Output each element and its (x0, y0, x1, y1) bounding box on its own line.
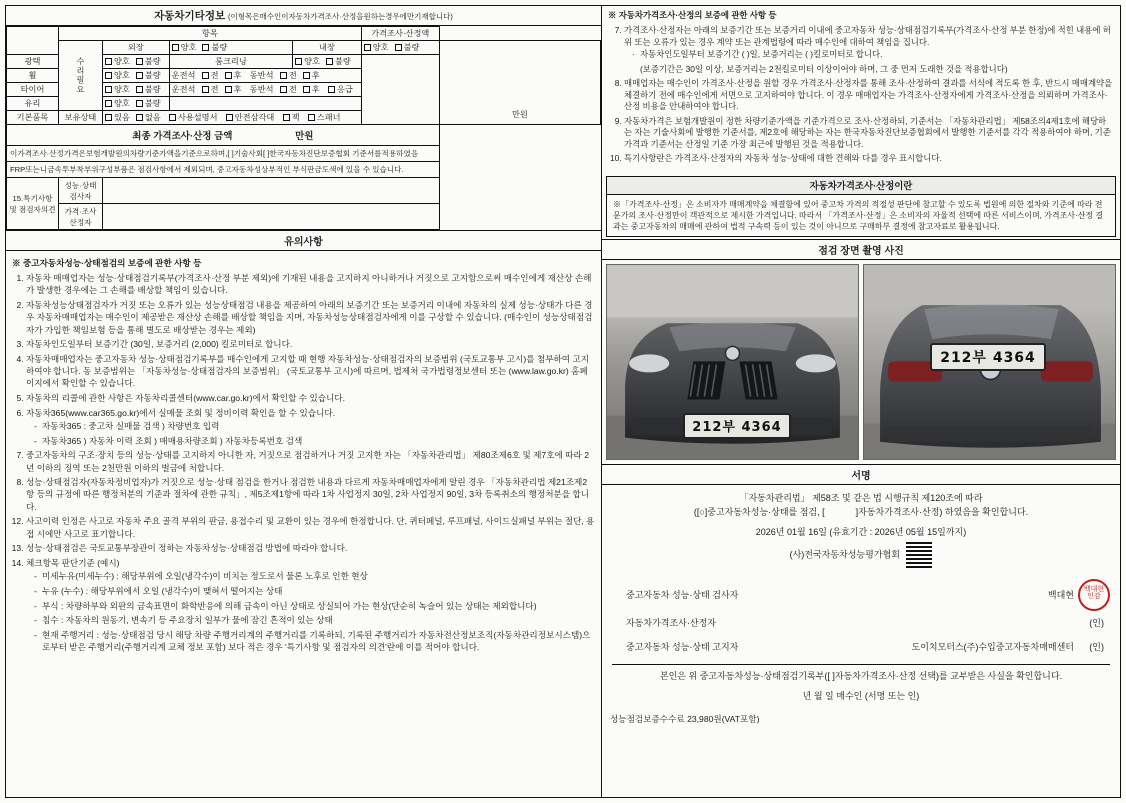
caution-item: 13. 성능·상태점검은 국토교통부장관이 정하는 자동차성능·상태점검 방법에 따라야 합니다. (26, 542, 595, 554)
caution-subitem: - 미세누유(미세누수) : 해당부위에 오일(냉각수)이 비치는 정도로서 물론 노후로 인한 현상 (42, 570, 595, 582)
tire-position-options[interactable] (169, 83, 361, 97)
caution-item: 7. 중고자동차의 구조·장치 등의 성능·상태를 고지하지 아니한 자, 거짓으로 점검하거나 거짓 고지한 자는 「자동차관리법」 제80조제6호 및 제7호에 따라 2년 이하의 징역 또는 2천만원 이하의 벌금에 처합니다. (26, 449, 595, 473)
label-exterior-bad: 불량 (211, 43, 228, 52)
label-wheel-bad: 불량 (144, 71, 161, 80)
item-glass: 유리 (7, 97, 59, 111)
label-tire-pass-front: 전 (288, 85, 297, 94)
other-info-table (6, 26, 601, 230)
label-roomcleaning-good: 양호 (304, 57, 320, 66)
glass-options[interactable] (103, 97, 170, 111)
special-notes-label: 15.특기사항및 점검자의견 (7, 178, 59, 230)
item-polish: 광택 (7, 55, 59, 69)
signer-name[interactable]: 백대현 (1047, 589, 1074, 600)
label-polish-bad: 불량 (144, 57, 161, 66)
label-tire-emergency: 응급 (336, 85, 353, 94)
checkbox-wheel-bad[interactable] (136, 72, 143, 79)
label-triangle: 안전삼각대 (234, 113, 275, 122)
label-basic-has: 있음 (114, 113, 130, 122)
label-interior-bad: 불량 (403, 43, 420, 52)
right-note-item (624, 25, 1114, 76)
definition-title: 자동차가격조사·산정이란 (607, 177, 1115, 195)
signer-role: 중고자동차 성능·상태 고지자 (626, 642, 739, 653)
signature-date: 2026년 01월 16일 (유효기간 : 2026년 05월 15일까지) (755, 526, 967, 537)
caution-item: 12. 사고이력 인정은 사고로 자동차 주요 골격 부위의 판금, 용접수리 및 교환이 있는 경우에 한정합니다. 단, 퀴터페널, 루프패널, 사이드실패널 부위는 절단, 용접 시에만 사고로 표기합니다. (26, 515, 595, 539)
final-price-note: 이가격조사·산정가격은보험개발원의차량기준가액을기준으로하며,[ ]기술사회[ ]한국자동차진단보증협회 기준서를적용하였음 (7, 146, 440, 162)
glass-empty (169, 97, 361, 111)
right-note-sub: (보증기간은 30일 이상, 보증거리는 2천킬로미터 이상이어야 하며, 그 중 먼저 도래한 것을 적용합니다) (640, 63, 1008, 74)
label-glass-good: 양호 (114, 99, 130, 108)
signature-body (602, 485, 1120, 710)
right-note-item: 10. 특기사항란은 가격조사·산정자의 자동차 성능·상태에 대한 견해와 다를 경우 표시합니다. (624, 153, 1114, 165)
checkbox-tire-pass-rear[interactable] (303, 86, 310, 93)
caution-item (26, 407, 595, 447)
left-column (6, 6, 602, 797)
checkbox-wheel-good[interactable] (105, 72, 112, 79)
label-wheel-pass-rear: 후 (311, 71, 320, 80)
polish-options[interactable] (103, 55, 170, 69)
checkbox-manual[interactable] (169, 114, 176, 121)
checkbox-polish-bad[interactable] (136, 58, 143, 65)
buyer-sign-line: 년 월 일 매수인 (서명 또는 인) (802, 691, 920, 702)
caution-subitem: - 침수 : 자동차의 원동기, 변속기 등 주요장치 일부가 물에 잠긴 흔적이 있는 상태 (42, 614, 595, 626)
label-spanner: 스패너 (316, 113, 341, 122)
label-interior-good: 양호 (372, 43, 389, 52)
signer-role: 자동차가격조사·산정자 (626, 617, 716, 628)
caution-item: 8. 성능·상태점검자(자동차정비업자)가 거짓으로 성능·상태 점검을 한거나 점검한 내용과 다르게 자동차매매업자에게 알린 경우 「자동차관리법 제21조제2항 등의 규정에 따른 행정처분의 기준과 절차에 관한 규칙」, 제5조제1항에 따라 1차 사업정지 30일, 2차 사업정지 90일, 3차 등록취소의 행정처분을 합니다. (26, 476, 595, 513)
photo-rear (863, 264, 1116, 460)
left-title-note: (이형목은매수인이자동차가격조사·산정을원하는경우에만기재합니다) (228, 12, 453, 21)
photo-front (606, 264, 859, 460)
caution-item-text: 체크항목 판단기준 (예시) (26, 557, 120, 568)
item-wheel: 휠 (7, 69, 59, 83)
wheel-position-options[interactable] (169, 69, 361, 83)
signature-row (612, 574, 1110, 616)
signature-association (612, 542, 1110, 568)
checkbox-jack[interactable] (283, 114, 290, 121)
label-wheel-driver: 운전석 (171, 71, 196, 80)
th-price: 가격조사·산정액 (361, 27, 439, 41)
label-tire-good: 양호 (114, 85, 130, 94)
checkbox-tire-good[interactable] (105, 86, 112, 93)
label-tire-driver: 운전석 (171, 85, 196, 94)
exterior-options[interactable] (169, 41, 293, 55)
seal-stamp-icon: 백대현 인감 (1078, 579, 1110, 611)
caution-notes (6, 251, 601, 660)
photos-container (602, 260, 1120, 464)
frp-note: FRP또는니금속투부착부위구성부품은 점검사항에서 제외되며, 중고자동차성상부적인 부식판금도색에 있을 수 있습니다. (7, 162, 440, 178)
fee-note: 성능점검보증수수료 23,980원(VAT포함) (610, 713, 760, 724)
checkbox-roomcleaning-bad[interactable] (326, 58, 333, 65)
wheel-options[interactable] (103, 69, 170, 83)
item-roomcleaning: 룸크리닝 (169, 55, 293, 69)
basic-items-label: 기본품목 (7, 111, 59, 125)
signer-name[interactable]: 도이치모터스(주)수입중고자동차매매센터 (911, 642, 1074, 653)
special-inspector-value[interactable] (103, 178, 440, 204)
buyer-confirm-text: 본인은 위 중고자동차성능·상태점검기록부([ ]자동차가격조사·산정 선택)를 교부받은 사실을 확인합니다. (659, 670, 1063, 681)
right-note-sub: · 자동차인도일부터 보증기간 ( )일, 보증거리는 ( )킬로미터로 합니다. (632, 49, 883, 60)
label-polish-good: 양호 (114, 57, 130, 66)
caution-item: 5. 자동차의 리콜에 관한 사항은 자동차리콜센터(www.car.go.kr)에서 확인할 수 있습니다. (26, 392, 595, 404)
qr-code-icon (906, 542, 932, 568)
caution-subitem: - 현재 주행거리 : 성능·상태점검 당시 해당 차량 주행거리계의 주행거리를 기록하되, 기록된 주행거리가 자동차전산정보조직(자동차관리정보시스템)으로부터 받은 주행거리(주행거리계 교체 정보 포함) 보다 적은 경우 '특기사항 및 점검자의 의견'란에 이를 적어야 합니다. (42, 629, 595, 653)
caution-item: 4. 자동차매매업자는 중고자동차 성능·상태점검기록부를 매수인에게 고지할 때 현행 자동차성능·상태점검자의 보증범위 (국토교통부 고시)를 첨부하여 고지하여야 합니다. 동 보증범위는 「자동차성능·상태점검자의 보증범위」 (국토교통부 고시)에 따르며, 법제처 국가법령정보센터 또는 (www.law.go.kr) 홈페이지에서 확인할 수 있습니다. (26, 353, 595, 390)
special-appraiser-label: 가격·조사 산정자 (59, 204, 103, 230)
label-wheel-good: 양호 (114, 71, 130, 80)
th-blank (7, 27, 59, 55)
license-plate-front: 212부 4364 (683, 413, 791, 439)
checkbox-polish-good[interactable] (105, 58, 112, 65)
right-note-text: 가격조사·산정자는 아래의 보증기간 또는 보증거리 이내에 중고자동차 성능·상태점검기록부(가격조사·산정 부분 한정)에 적힌 내용에 허위 또는 오류가 있는 경우 계약 또는 관계법령에 따라 매수인에 대하여 책임을 집니다. (624, 24, 1111, 47)
price-unit-cell (439, 41, 600, 125)
checkbox-wheel-pass-front[interactable] (280, 72, 287, 79)
price-unit: 만원 (511, 110, 528, 119)
item-tire: 타이어 (7, 83, 59, 97)
right-notes (602, 6, 1120, 172)
right-heading: ※ 자동차가격조사·산정의 보증에 관한 사항 등 (608, 10, 777, 20)
signer-seal (1078, 579, 1104, 611)
tire-options[interactable] (103, 83, 170, 97)
caution-subitem: - 자동차365 ) 자동차 이력 조회 ) 매매용차량조회 ) 자동차등록번호 검색 (42, 435, 595, 447)
checkbox-spanner[interactable] (308, 114, 315, 121)
checkbox-glass-bad[interactable] (136, 100, 143, 107)
item-exterior: 외장 (103, 41, 170, 55)
label-manual: 사용설명서 (177, 113, 218, 122)
final-price-unit: 만원 (295, 131, 314, 142)
item-interior: 내장 (293, 41, 362, 55)
roomcleaning-options[interactable] (293, 55, 362, 69)
interior-options[interactable] (361, 41, 439, 55)
signature-law-line: 「자동차관리법」 제58조 및 같은 법 시행규칙 제120조에 따라 (739, 492, 983, 503)
caution-item-text: 자동차365(www.car365.go.kr)에서 실매물 조회 및 정비이력 확인을 할 수 있습니다. (26, 407, 336, 418)
checkbox-tire-emergency[interactable] (328, 86, 335, 93)
right-note-item: 8. 매매업자는 매수인이 가격조사·산정을 원할 경우 가격조사·산정자를 통해 조사·산정하여 결과를 서식에 적도록 한 후, 반드시 매매계약을 체결하기 전에 매수인에게 서면으로 고지하여야 합니다. 이 경우 매매업자는 가격조사·산정자에게 가격조사·산정을 의뢰하며 가격조사·산정 비용을 안내하여야 합니다. (624, 78, 1114, 113)
definition-box (606, 176, 1116, 237)
caution-title: 유의사항 (6, 230, 601, 251)
caution-item: 2. 자동차성능상태점검자가 거짓 또는 오류가 있는 성능상태점검 내용을 제공하여 아래의 보증기간 또는 보증거리 이내에 자동차의 실제 성능·상태가 다른 경우 자동차매매업자는 매수인이 제공받은 재산상 손해를 배상할 책임을 지며, 자동차성능상태점검자에게 이를 구상할 수 있습니다. (매수인이 성능상태점검자가 가입한 책임보험 등을 통해 별도로 배상받는 경우는 제외) (26, 299, 595, 336)
basic-items-options[interactable] (103, 111, 362, 125)
checkbox-glass-good[interactable] (105, 100, 112, 107)
divider (612, 664, 1110, 665)
label-wheel-pass-front: 전 (288, 71, 297, 80)
photos-title: 점검 장면 촬영 사진 (602, 239, 1120, 260)
checkbox-wheel-driver-rear[interactable] (225, 72, 232, 79)
definition-body: ※「가격조사·산정」은 소비자가 매매계약을 체결함에 있어 중고차 가격의 적절성 판단에 참고할 수 있도록 법원에 의한 절차와 기준에 따라 전문가의 조사·산정만이 객관적으로 제시한 가격입니다. 따라서 「가격조사·산정」은 소비자의 자율적 선택에 따른 서비스이며, 가격조사·산정 결과는 중고자동차의 매매에 관하여 법적 구속력 등이 있는 것이 아니므로 구매하부 결정에 참고자료로 활용됩니다. (613, 199, 1104, 231)
row-repair-label: 수리필요 (59, 41, 103, 111)
signature-line2a: ([○]중고자동차성능·상태를 점검, [ (693, 507, 825, 518)
basic-items-name: 보유상태 (59, 111, 103, 125)
document-border (5, 5, 1121, 798)
label-exterior-good: 양호 (180, 43, 197, 52)
special-inspector-label: 성능·상태 검사자 (59, 178, 103, 204)
label-wheel-driver-rear: 후 (233, 71, 242, 80)
signature-rows (612, 574, 1110, 660)
checkbox-roomcleaning-good[interactable] (295, 58, 302, 65)
checkbox-exterior-bad[interactable] (202, 44, 209, 51)
checkbox-interior-bad[interactable] (395, 44, 402, 51)
caution-item: 3. 자동차인도일부터 보증기간 (30일, 보증거리 (2,000) 킬로미터로 합니다. (26, 338, 595, 350)
signature-confirm-line (612, 505, 1110, 519)
caution-subitem: - 부식 : 차량하부와 외판의 금속표면이 화학반응에 의해 금속이 아닌 상태로 상실되어 가는 현상(단순히 녹슬어 있는 상태는 제외합니다) (42, 600, 595, 612)
checkbox-tire-bad[interactable] (136, 86, 143, 93)
label-jack: 잭 (291, 113, 300, 122)
association-name: (사)전국자동차성능평가협회 (789, 549, 900, 560)
right-column (602, 6, 1120, 797)
checkbox-tire-pass-front[interactable] (280, 86, 287, 93)
label-basic-none: 없음 (144, 113, 161, 122)
label-glass-bad: 불량 (144, 99, 161, 108)
license-plate-rear: 212부 4364 (930, 343, 1046, 371)
checkbox-basic-has[interactable] (105, 114, 112, 121)
checkbox-tire-driver-front[interactable] (202, 86, 209, 93)
checkbox-interior-good[interactable] (364, 44, 371, 51)
caution-subitem: - 누유 (누수) : 해당부위에서 오일 (냉각수)이 맺혀서 떨어지는 상태 (42, 585, 595, 597)
right-note-item: 9. 자동차가격은 보험개발원이 정한 차량기준가액을 기준가격으로 조사·산정하되, 기준서는 「자동차관리법」 제58조의4제1호에 해당하는 자는 기술사회에 발행한 기준서를, 제2호에 해당하는 자는 한국자동차진단보증협회에서 발행한 기준서를 각각 적용하여야 하며, 기준가격과 기준서는 산정일 기준 가장 최근에 발행된 것을 적용합니다. (624, 116, 1114, 151)
label-wheel-passenger: 동반석 (249, 71, 274, 80)
checkbox-basic-none[interactable] (136, 114, 143, 121)
final-price-label: 최종 가격조사·산정 금액 (132, 131, 233, 142)
label-tire-pass-rear: 후 (311, 85, 320, 94)
label-tire-bad: 불량 (144, 85, 161, 94)
checkbox-exterior-good[interactable] (172, 44, 179, 51)
caution-item: 1. 자동차 매매업자는 성능·상태점검기록부(가격조사·산정 부분 제외)에 기재된 내용을 고지하지 아니하거나 거짓으로 고지함으로써 매수인에게 재산상 손해가 발생한 경우에는 그 손해를 배상할 책임이 있습니다. (26, 272, 595, 296)
caution-subitem: - 자동차365 : 중고차 실매물 검색 ) 차량번호 입력 (42, 420, 595, 432)
signature-line2b: ]자동차가격조사·산정) 하였음을 확인합니다. (855, 507, 1029, 518)
signer-role: 중고자동차 성능·상태 검사자 (626, 589, 739, 600)
label-tire-driver-rear: 후 (233, 85, 242, 94)
signer-seal: (인) (1089, 617, 1104, 628)
th-item: 항목 (59, 27, 362, 41)
signer-seal: (인) (1089, 642, 1104, 653)
signature-title: 서명 (602, 464, 1120, 485)
signature-row (612, 635, 1110, 659)
checkbox-tire-driver-rear[interactable] (225, 86, 232, 93)
special-appraiser-value[interactable] (103, 204, 440, 230)
left-title: 자동차기타정보 (154, 10, 226, 22)
label-roomcleaning-bad: 불량 (334, 57, 351, 66)
label-tire-driver-front: 전 (210, 85, 219, 94)
checkbox-wheel-pass-rear[interactable] (303, 72, 310, 79)
checkbox-triangle[interactable] (226, 114, 233, 121)
label-wheel-driver-front: 전 (210, 71, 219, 80)
label-tire-passenger: 동반석 (249, 85, 274, 94)
caution-item (26, 557, 595, 653)
final-price-row (7, 125, 440, 146)
signature-row (612, 616, 1110, 635)
left-header (6, 6, 601, 26)
checkbox-wheel-driver-front[interactable] (202, 72, 209, 79)
caution-heading: ※ 중고자동차성능·상태점검의 보증에 관한 사항 등 (12, 258, 202, 268)
